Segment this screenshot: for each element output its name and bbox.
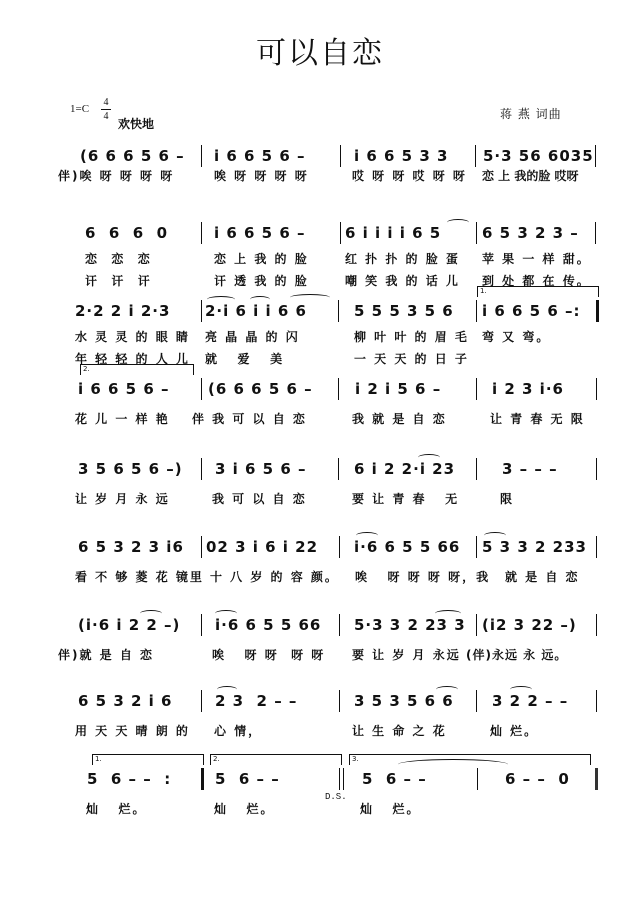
time-sig-divider [101, 109, 111, 110]
measure-notes: 3 i 6 5 6 – [215, 460, 307, 478]
slur [250, 296, 270, 303]
lyrics-line: 恋 上 我的脸 哎呀 [482, 169, 579, 183]
measure-notes: 6 – – 0 [505, 770, 570, 788]
tie [398, 759, 508, 770]
barline [339, 614, 340, 636]
lyrics-line: 唉 呀 呀 呀 呀 [214, 169, 309, 183]
time-signature [101, 97, 111, 122]
barline [596, 614, 597, 636]
barline [201, 614, 202, 636]
lyrics-line: 心 情， [214, 724, 263, 738]
barline [201, 222, 202, 244]
measure-notes: 6 5 3 2 3 – [482, 224, 579, 242]
measure-notes: 3 – – – [502, 460, 558, 478]
lyrics-line: 哎 呀 呀 哎 呀 呀 [352, 169, 467, 183]
lyrics-line: 灿 烂。 [86, 802, 147, 816]
measure-notes: 2·i 6 i i 6 6 [205, 302, 307, 320]
measure-notes: 5 6 – – : [87, 770, 172, 788]
barline [339, 690, 340, 712]
measure-notes: (6 6 6 5 6 – [80, 147, 185, 165]
barline [476, 614, 477, 636]
lyrics-line: 限 [500, 492, 515, 506]
barline [476, 536, 477, 558]
measure-notes: (i·6 i 2 2 –) [78, 616, 181, 634]
barline [596, 458, 597, 480]
barline [338, 300, 339, 322]
lyrics-line: 灿 烂。 [214, 802, 275, 816]
lyrics-line: 到 处 都 在 传。 [482, 274, 591, 288]
slur [436, 686, 458, 693]
measure-notes: 5 6 – – [215, 770, 280, 788]
lyrics-line: 伴 我 可 以 自 恋 [192, 412, 307, 426]
lyrics-line: 年 轻 轻 的 人 儿 [75, 352, 190, 366]
lyrics-line: 就 爱 美 [205, 352, 285, 366]
measure-notes: (i2 3 22 –) [482, 616, 577, 634]
measure-notes: 5 5 5 3 5 6 [354, 302, 454, 320]
lyrics-line: 我 可 以 自 恋 [212, 492, 307, 506]
barline [201, 690, 202, 712]
volta-bracket: 1. [477, 286, 599, 297]
measure-notes: 3 5 3 5 6 6 [354, 692, 454, 710]
song-title: 可以自恋 [256, 36, 384, 71]
barline [201, 300, 202, 322]
lyrics-line: 讦 讦 讦 [85, 274, 152, 288]
slur [207, 296, 235, 303]
measure-notes: 6 6 6 0 [85, 224, 169, 242]
slur [217, 686, 237, 693]
measure-notes: i 6 6 5 6 – [214, 147, 306, 165]
measure-notes: 6 5 3 2 i 6 [78, 692, 173, 710]
slur [447, 219, 469, 226]
barline [201, 378, 202, 400]
measure-notes: i 2 3 i·6 [492, 380, 564, 398]
measure-notes: 5 3 3 2 233 [482, 538, 587, 556]
lyrics-line: 伴)就 是 自 恋 [58, 648, 155, 662]
measure-notes: i 6 6 5 3 3 [354, 147, 449, 165]
measure-notes: 6 5 3 2 3 i6 [78, 538, 184, 556]
time-sig-top: 4 [103, 97, 109, 108]
measure-notes: 6 i 2 2·i 23 [354, 460, 456, 478]
measure-notes: 3 2 2 – – [492, 692, 569, 710]
barline [475, 145, 476, 167]
key-signature: 1=C [70, 103, 90, 115]
barline [476, 222, 477, 244]
barline [339, 536, 340, 558]
lyrics-line: 让 生 命 之 花 [352, 724, 447, 738]
time-sig-bottom: 4 [103, 111, 109, 122]
measure-notes: 02 3 i 6 i 22 [206, 538, 319, 556]
slur [140, 610, 162, 617]
lyrics-line: 就 是 自 恋 [505, 570, 580, 584]
barline [340, 222, 341, 244]
slur [290, 294, 330, 301]
slur [418, 454, 440, 461]
barline [338, 378, 339, 400]
measure-notes: i·6 6 5 5 66 [354, 538, 461, 556]
measure-notes: i·6 6 5 5 66 [215, 616, 322, 634]
double-barline [339, 768, 340, 790]
lyrics-line: 唉 呀 呀 呀 呀 [212, 648, 326, 662]
barline [596, 536, 597, 558]
lyrics-line: 唉 呀 呀 呀 呀，我 [355, 570, 491, 584]
barline [476, 378, 477, 400]
author-credit: 蒋 燕 词曲 [500, 107, 562, 121]
lyrics-line: (伴)永远 永 远。 [466, 648, 568, 662]
lyrics-line: 讦 透 我 的 脸 [214, 274, 309, 288]
lyrics-line: 十 八 岁 的 容 颜。 [210, 570, 339, 584]
measure-notes: 3 5 6 5 6 –) [78, 460, 183, 478]
measure-notes: 5·3 56 6035 [483, 147, 594, 165]
barline [201, 458, 202, 480]
lyrics-line: 伴)唉 呀 呀 呀 呀 [58, 169, 175, 183]
tempo-marking: 欢快地 [118, 117, 155, 131]
volta-bracket: 3. [349, 754, 591, 765]
measure-notes: 2·2 2 i 2·3 [75, 302, 171, 320]
barline [596, 378, 597, 400]
barline [201, 536, 202, 558]
measure-notes: i 6 6 5 6 – [214, 224, 306, 242]
lyrics-line: 看 不 够 菱 花 镜里 [75, 570, 204, 584]
lyrics-line: 恋 上 我 的 脸 [214, 252, 309, 266]
slur [215, 610, 237, 617]
barline [201, 145, 202, 167]
ds-marking: D.S. [325, 792, 347, 802]
lyrics-line: 用 天 天 晴 朗 的 [75, 724, 190, 738]
lyrics-line: 苹 果 一 样 甜。 [482, 252, 591, 266]
measure-notes: i 2 i 5 6 – [355, 380, 442, 398]
measure-notes: 2 3 2 – – [215, 692, 298, 710]
lyrics-line: 水 灵 灵 的 眼 睛 [75, 330, 190, 344]
measure-notes: i 6 6 5 6 –: [482, 302, 581, 320]
measure-notes: 5 6 – – [362, 770, 427, 788]
final-barline [595, 768, 598, 790]
lyrics-line: 亮 晶 晶 的 闪 [205, 330, 300, 344]
repeat-barline [201, 768, 204, 790]
volta-bracket: 2. [210, 754, 342, 765]
measure-notes: i 6 6 5 6 – [78, 380, 170, 398]
barline [595, 145, 596, 167]
lyrics-line: 灿 烂。 [490, 724, 539, 738]
measure-notes: (6 6 6 5 6 – [208, 380, 313, 398]
lyrics-line: 要 让 青 春 无 [352, 492, 460, 506]
barline [477, 768, 478, 790]
lyrics-line: 要 让 岁 月 永远 [352, 648, 461, 662]
volta-bracket: 2. [80, 364, 194, 375]
lyrics-line: 红 扑 扑 的 脸 蛋 [345, 252, 460, 266]
barline [340, 145, 341, 167]
barline [595, 222, 596, 244]
slur [356, 532, 378, 539]
volta-bracket: 1. [92, 754, 204, 765]
lyrics-line: 嘲 笑 我 的 话 儿 [345, 274, 460, 288]
lyrics-line: 弯 又 弯。 [482, 330, 551, 344]
lyrics-line: 恋 恋 恋 [85, 252, 152, 266]
barline [338, 458, 339, 480]
lyrics-line: 让 青 春 无 限 [490, 412, 585, 426]
barline [476, 300, 477, 322]
lyrics-line: 我 就 是 自 恋 [352, 412, 447, 426]
lyrics-line: 一 天 天 的 日 子 [354, 352, 469, 366]
measure-notes: 5·3 3 2 23 3 [354, 616, 466, 634]
barline [476, 690, 477, 712]
slur [510, 686, 532, 693]
slur [484, 532, 506, 539]
repeat-barline [596, 300, 599, 322]
measure-notes: 6 i i i i 6 5 [345, 224, 442, 242]
lyrics-line: 花 儿 一 样 艳 [75, 412, 170, 426]
lyrics-line: 让 岁 月 永 远 [75, 492, 170, 506]
barline [596, 690, 597, 712]
lyrics-line: 柳 叶 叶 的 眉 毛 [354, 330, 469, 344]
lyrics-line: 灿 烂。 [360, 802, 421, 816]
slur [435, 610, 461, 617]
barline [476, 458, 477, 480]
